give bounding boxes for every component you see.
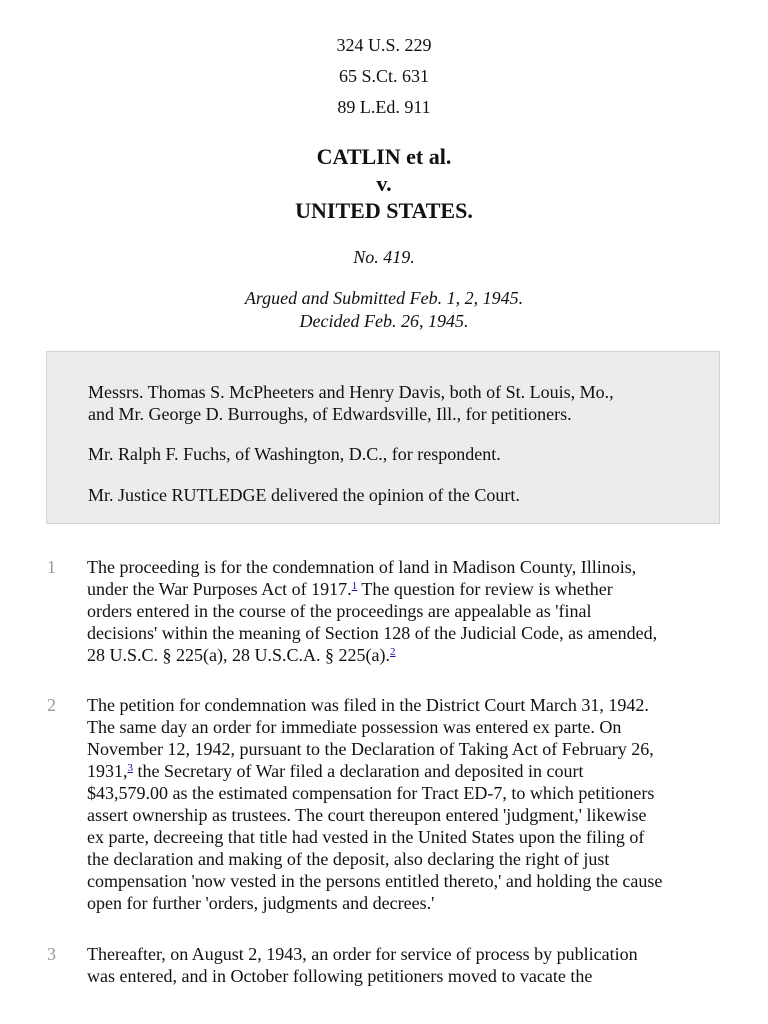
case-party-petitioner: CATLIN et al.	[316, 144, 452, 169]
paragraph-line: $43,579.00 as the estimated compensation for Tract ED-7, to which petitioners	[87, 783, 655, 803]
paragraph-number: 3	[47, 944, 56, 964]
paragraph-line: was entered, and in October following petitioners moved to vacate the	[87, 966, 593, 986]
paragraph-1	[87, 556, 727, 666]
citation-us-reports: 324 U.S. 229	[336, 35, 432, 55]
paragraph-number: 1	[47, 557, 56, 577]
paragraph-line: The same day an order for immediate possession was entered ex parte. On	[87, 717, 622, 737]
footnote-link-1[interactable]: 1	[351, 580, 358, 592]
respondent-counsel: Mr. Ralph F. Fuchs, of Washington, D.C., for respondent.	[88, 444, 501, 464]
case-party-respondent: UNITED STATES.	[295, 198, 473, 223]
paragraph-2	[87, 694, 727, 914]
paragraph-line: ex parte, decreeing that title had vested in the United States upon the filing of	[87, 827, 645, 847]
paragraph-line: Thereafter, on August 2, 1943, an order for service of process by publication	[87, 944, 638, 964]
paragraph-3	[87, 943, 727, 987]
paragraph-line: The proceeding is for the condemnation of land in Madison County, Illinois,	[87, 557, 637, 577]
case-versus: v.	[376, 171, 392, 196]
petitioners-counsel-line-1: Messrs. Thomas S. McPheeters and Henry Davis, both of St. Louis, Mo.,	[88, 382, 614, 402]
docket-number: No. 419.	[353, 247, 415, 267]
paragraph-line: assert ownership as trustees. The court thereupon entered 'judgment,' likewise	[87, 805, 647, 825]
petitioners-counsel-line-2: and Mr. George D. Burroughs, of Edwardsville, Ill., for petitioners.	[88, 404, 572, 424]
citation-supreme-court-reporter: 65 S.Ct. 631	[338, 66, 430, 86]
paragraph-line: decisions' within the meaning of Section 128 of the Judicial Code, as amended,	[87, 623, 658, 643]
paragraph-line: 1931,$^3$ the Secretary of War filed a declaration and deposited in court	[87, 761, 584, 781]
paragraph-line: orders entered in the course of the proceedings are appealable as 'final	[87, 601, 592, 621]
paragraph-line: 28 U.S.C. § 225(a), 28 U.S.C.A. § 225(a).$^2$	[87, 645, 396, 665]
paragraph-number: 2	[47, 695, 56, 715]
opinion-author: Mr. Justice RUTLEDGE delivered the opinion of the Court.	[88, 485, 520, 505]
argued-date: Argued and Submitted Feb. 1, 2, 1945.	[244, 288, 524, 308]
paragraph-line: open for further 'orders, judgments and decrees.'	[87, 893, 435, 913]
paragraph-line: compensation 'now vested in the persons entitled thereto,' and holding the cause	[87, 871, 663, 891]
decided-date: Decided Feb. 26, 1945.	[299, 311, 469, 331]
paragraph-line: The petition for condemnation was filed in the District Court March 31, 1942.	[87, 695, 649, 715]
paragraph-line: November 12, 1942, pursuant to the Declaration of Taking Act of February 26,	[87, 739, 654, 759]
citation-lawyers-edition: 89 L.Ed. 911	[337, 97, 431, 117]
paragraph-line: the declaration and making of the deposit, also declaring the right of just	[87, 849, 610, 869]
footnote-link-2[interactable]: 2	[390, 646, 396, 658]
counsel-box	[46, 351, 720, 524]
paragraph-line: under the War Purposes Act of 1917.$^1$ The question for review is whether	[87, 579, 613, 599]
footnote-link-3[interactable]: 3	[127, 762, 133, 774]
